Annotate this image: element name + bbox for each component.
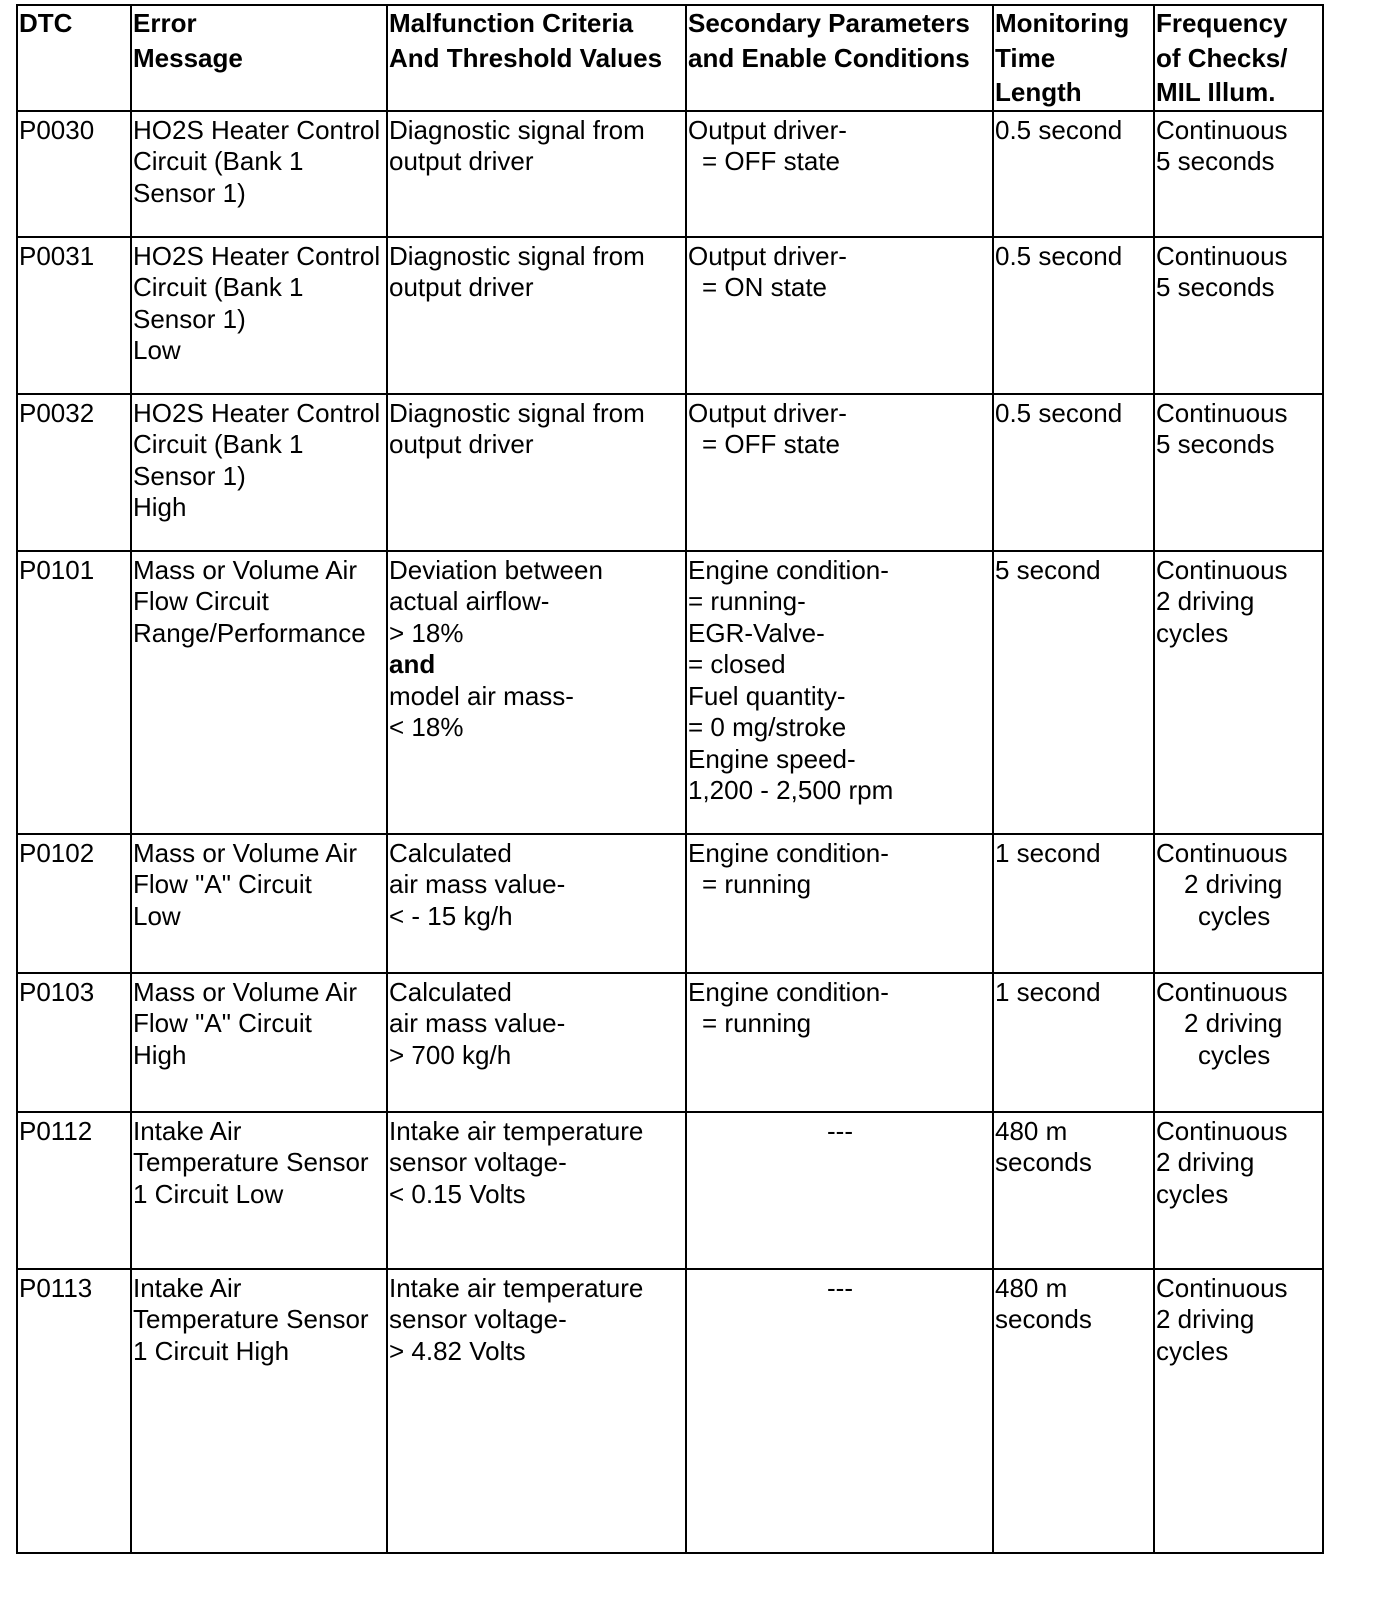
monitoring-time: 5 second <box>993 551 1154 834</box>
dtc-table <box>16 4 1324 1554</box>
header-row <box>17 5 1323 111</box>
secondary-parameters: Output driver- = OFF state <box>686 111 993 237</box>
dtc-code: P0112 <box>17 1112 131 1269</box>
check-frequency: Continuous 2 driving cycles <box>1154 1112 1323 1269</box>
error-message: Mass or Volume Air Flow Circuit Range/Performance <box>131 551 387 834</box>
dtc-code: P0031 <box>17 237 131 394</box>
dtc-code: P0032 <box>17 394 131 551</box>
monitoring-time: 480 m seconds <box>993 1269 1154 1553</box>
dtc-code: P0101 <box>17 551 131 834</box>
error-message: Mass or Volume Air Flow "A" Circuit High <box>131 973 387 1112</box>
dtc-code: P0030 <box>17 111 131 237</box>
monitoring-time: 0.5 second <box>993 111 1154 237</box>
check-frequency: Continuous 2 driving cycles <box>1154 551 1323 834</box>
malfunction-criteria: Calculated air mass value- < - 15 kg/h <box>387 834 686 973</box>
malfunction-criteria: Diagnostic signal from output driver <box>387 237 686 394</box>
header-secondary-parameters: Secondary Parameters and Enable Conditions <box>686 5 993 111</box>
table-row <box>17 973 1323 1112</box>
malfunction-criteria: Intake air temperature sensor voltage- > 4.82 Volts <box>387 1269 686 1553</box>
secondary-parameters: Engine condition- = running <box>686 973 993 1112</box>
error-message: Intake Air Temperature Sensor 1 Circuit Low <box>131 1112 387 1269</box>
check-frequency: Continuous 5 seconds <box>1154 111 1323 237</box>
secondary-parameters: Engine condition- = running <box>686 834 993 973</box>
monitoring-time: 480 m seconds <box>993 1112 1154 1269</box>
table-row <box>17 1269 1323 1553</box>
header-malfunction-criteria: Malfunction Criteria And Threshold Values <box>387 5 686 111</box>
error-message: Mass or Volume Air Flow "A" Circuit Low <box>131 834 387 973</box>
secondary-parameters: Engine condition- = running- EGR-Valve- = closed Fuel quantity- = 0 mg/stroke Engine speed- 1,200 - 2,500 rpm <box>686 551 993 834</box>
error-message: HO2S Heater Control Circuit (Bank 1 Sensor 1) <box>131 111 387 237</box>
header-error-message: Error Message <box>131 5 387 111</box>
error-message: HO2S Heater Control Circuit (Bank 1 Sensor 1) Low <box>131 237 387 394</box>
check-frequency: Continuous 2 driving cycles <box>1154 1269 1323 1553</box>
secondary-parameters: Output driver- = ON state <box>686 237 993 394</box>
monitoring-time: 1 second <box>993 834 1154 973</box>
malfunction-criteria: Diagnostic signal from output driver <box>387 111 686 237</box>
error-message: HO2S Heater Control Circuit (Bank 1 Sensor 1) High <box>131 394 387 551</box>
secondary-parameters: --- <box>686 1112 993 1269</box>
check-frequency: Continuous 5 seconds <box>1154 394 1323 551</box>
check-frequency: Continuous 2 driving cycles <box>1154 834 1323 973</box>
secondary-parameters: --- <box>686 1269 993 1553</box>
table-row <box>17 1112 1323 1269</box>
header-dtc: DTC <box>17 5 131 111</box>
table-row <box>17 111 1323 237</box>
check-frequency: Continuous 5 seconds <box>1154 237 1323 394</box>
malfunction-criteria: Calculated air mass value- > 700 kg/h <box>387 973 686 1112</box>
table-row <box>17 834 1323 973</box>
error-message: Intake Air Temperature Sensor 1 Circuit High <box>131 1269 387 1553</box>
secondary-parameters: Output driver- = OFF state <box>686 394 993 551</box>
malfunction-criteria: Intake air temperature sensor voltage- < 0.15 Volts <box>387 1112 686 1269</box>
table-row <box>17 237 1323 394</box>
dtc-code: P0103 <box>17 973 131 1112</box>
dtc-code: P0102 <box>17 834 131 973</box>
malfunction-criteria: Diagnostic signal from output driver <box>387 394 686 551</box>
check-frequency: Continuous 2 driving cycles <box>1154 973 1323 1112</box>
monitoring-time: 0.5 second <box>993 237 1154 394</box>
monitoring-time: 0.5 second <box>993 394 1154 551</box>
table-row <box>17 394 1323 551</box>
malfunction-criteria: Deviation between actual airflow- > 18% and model air mass- < 18% <box>387 551 686 834</box>
header-monitoring-time: Monitoring Time Length <box>993 5 1154 111</box>
header-frequency: Frequency of Checks/ MIL Illum. <box>1154 5 1323 111</box>
monitoring-time: 1 second <box>993 973 1154 1112</box>
dtc-code: P0113 <box>17 1269 131 1553</box>
table-row <box>17 551 1323 834</box>
